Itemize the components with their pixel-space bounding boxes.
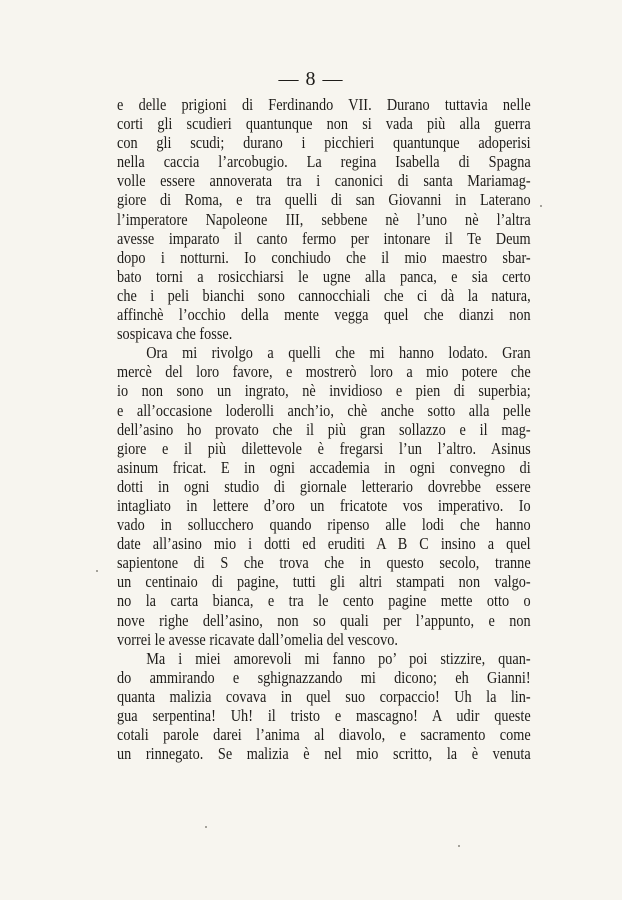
- text-line: sapientone di S che trova che in questo secolo, tranne: [117, 553, 531, 573]
- text-line: quanta malizia covava in quel suo corpaccio! Uh la lin-: [117, 686, 531, 706]
- paper-speck: [205, 826, 207, 828]
- paper-speck: [458, 845, 460, 847]
- text-line: giore di Roma, e tra quelli di san Giovanni in Laterano: [117, 190, 531, 210]
- text-line: no la carta bianca, e tra le cento pagine mette otto o: [117, 591, 531, 611]
- text-line: date all’asino mio i dotti ed eruditi A B C insino a quel: [117, 534, 531, 554]
- text-line: con gli scudi; durano i picchieri quantunque adoperisi: [117, 133, 531, 153]
- text-line: Ora mi rivolgo a quelli che mi hanno lodato. Gran: [146, 343, 531, 363]
- body-text: [117, 95, 531, 763]
- text-line: affinchè l’occhio della mente vegga quel che dianzi non: [117, 305, 531, 325]
- text-line: bato torni a rosicchiarsi le ugne alla panca, e sia certo: [117, 266, 531, 286]
- text-line: e all’occasione loderolli anch’io, chè anche sotto alla pelle: [117, 400, 531, 420]
- text-line: volle essere annoverata tra i canonici di santa Mariamag-: [117, 171, 531, 191]
- text-line: nove righe dell’asino, non so quali per l’appunto, e non: [117, 610, 531, 630]
- text-line: asinum fricat. E in ogni accademia in ogni convegno di: [117, 457, 531, 477]
- text-line: giore e il più dilettevole è fregarsi l’un l’altro. Asinus: [117, 438, 531, 458]
- text-line: mercè del loro favore, e mostrerò loro a mio potere che: [117, 362, 531, 382]
- text-line: corti gli scudieri quantunque non si vada più alla guerra: [117, 114, 531, 134]
- text-line: dopo i notturni. Io conchiudo che il mio maestro sbar-: [117, 247, 531, 267]
- text-line: nella caccia l’arcobugio. La regina Isabella di Spagna: [117, 152, 531, 172]
- text-line: vado in sollucchero quando ripenso alle lodi che hanno: [117, 515, 531, 535]
- paper-speck: [540, 205, 542, 207]
- text-line: cotali parole darei l’anima al diavolo, e sacramento come: [117, 725, 531, 745]
- text-line: io non sono un ingrato, nè invidioso e pien di superbia;: [117, 381, 531, 401]
- text-line: sospicava che fosse.: [117, 324, 233, 344]
- text-line: dell’asino ho provato che il più gran sollazzo e il mag-: [117, 419, 531, 439]
- text-line: dotti in ogni studio di giornale letterario dovrebbe essere: [117, 476, 531, 496]
- text-line: intagliato in lettere d’oro un fricatote vos imperativo. Io: [117, 495, 531, 515]
- text-line: do ammirando e sghignazzando mi dicono; eh Gianni!: [117, 667, 531, 687]
- text-line: che i peli bianchi sono cannocchiali che ci dà la natura,: [117, 285, 531, 305]
- text-line: avesse imparato il canto fermo per intonare il Te Deum: [117, 228, 531, 248]
- text-line: un centinaio di pagine, tutti gli altri stampati non valgo-: [117, 572, 531, 592]
- text-line: l’imperatore Napoleone III, sebbene nè l’uno nè l’altra: [117, 209, 531, 229]
- text-line: un rinnegato. Se malizia è nel mio scritto, la è venuta: [117, 744, 531, 764]
- paper-speck: [96, 570, 98, 572]
- text-line: gua serpentina! Uh! il tristo e mascagno! A udir queste: [117, 706, 531, 725]
- page-number: — 8 —: [278, 68, 344, 90]
- text-line: e delle prigioni di Ferdinando VII. Durano tuttavia nelle: [117, 95, 531, 114]
- text-line: Ma i miei amorevoli mi fanno po’ poi stizzire, quan-: [146, 648, 531, 668]
- text-line: vorrei le avesse ricavate dall’omelia del vescovo.: [117, 629, 398, 649]
